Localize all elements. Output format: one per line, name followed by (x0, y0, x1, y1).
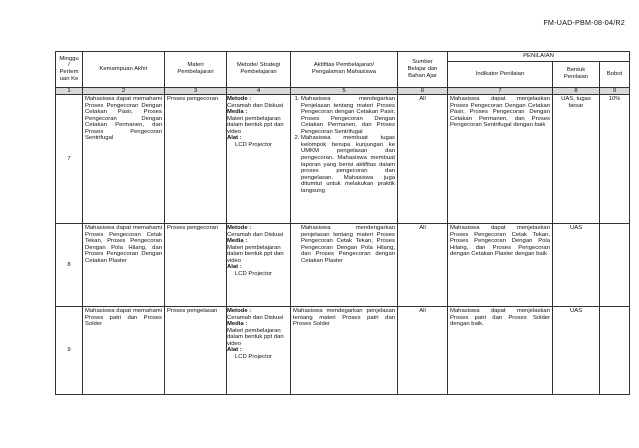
header-sumber: Sumber Belajar dan Bahan Ajar (398, 52, 448, 88)
header-penilaian: PENILAIAN (448, 52, 630, 62)
sumber-cell: All (398, 307, 448, 395)
header-kemampuan: Kemampuan Akhir (83, 52, 165, 88)
header-minggu: Minggu / Pertem uan Ke (56, 52, 83, 88)
bobot-cell (600, 224, 630, 307)
header-metode: Metode/ Strategi Pembelajaran (227, 52, 291, 88)
table-row (56, 95, 630, 224)
header-aktifitas: Aktifitas Pembelajaran/ Pengalaman Mahasiswa (291, 52, 398, 88)
header-row-1 (56, 52, 630, 62)
column-number-row (56, 87, 630, 95)
header-bobot: Bobot (600, 61, 630, 87)
kemampuan-cell: Mahasiswa dapat memahami Proses patri dan Proses Solder (83, 307, 165, 395)
col-num-3: 3 (165, 87, 227, 95)
week-number: 9 (56, 307, 83, 395)
bentuk-cell: UAS (553, 224, 600, 307)
bentuk-cell: UAS (553, 307, 600, 395)
alat-label: Alat : (227, 135, 242, 142)
aktifitas-item: 1. Mahasiswa mendegarkan Penjelasan tentang materi Proses Pengecoran dengan Cetakan Pasir, Proses Pengecoran Dengan Cetakan Permanen, dan Proses Pengecoran Sentrifugal (301, 96, 395, 135)
bentuk-cell: UAS, tugas besar (553, 95, 600, 224)
col-num-4: 4 (227, 87, 291, 95)
kemampuan-cell: Mahasiswa dapat memahami Proses Pengecoran Dengan Cetakan Pasir, Proses Pengecoran Dengan Cetakan Permanen, dan Proses Pengecoran Sentrifugal (83, 95, 165, 224)
media-value: Materi pembelajaran dalam bentuk ppt dan video (227, 244, 284, 264)
week-number: 8 (56, 224, 83, 307)
metode-cell (227, 95, 291, 224)
aktifitas-cell: Mahasiswa mendegarkan penjelasan tentang materi Proses patri dan Proses Solder (291, 307, 398, 395)
materi-cell: Proses pengelasan (165, 307, 227, 395)
metode-label: Metode : (227, 225, 252, 232)
metode-value: Ceramah dan Diskusi (227, 102, 284, 109)
alat-label: Alat : (227, 264, 242, 271)
week-number: 7 (56, 95, 83, 224)
metode-label: Metode : (227, 96, 252, 103)
alat-value: LCD Projector (235, 353, 272, 360)
aktifitas-item: 2. Mahasiswa membuat tugas kelompok berupa kunjungan ke UMKM pengelasan dan pengecoran. Mahasiswa membuat laporan yang berisi aktifitas dalam proses pengecoran dan pengelasan. Mahasiswa juga ditumtut untuk melakukan praktik langsung (301, 135, 395, 194)
header-materi: Materi Pembelajaran (165, 52, 227, 88)
col-num-6: 6 (398, 87, 448, 95)
media-value: Materi pembelajaran dalam bentuk ppt dan video (227, 115, 284, 135)
col-num-9: 9 (600, 87, 630, 95)
col-num-7: 7 (448, 87, 553, 95)
alat-label: Alat : (227, 347, 242, 354)
col-num-2: 2 (83, 87, 165, 95)
indikator-cell: Mahasiswa dapat menjelaskan Proses Pengecoran Dengan Cetakan Pasir, Proses Pengecoran Dengan Cetakan Permanen, dan Proses Pengecoran Sentrifugal dengan baik (448, 95, 553, 224)
rps-table (55, 51, 630, 395)
materi-cell: Proses pengecoran (165, 224, 227, 307)
header-indikator: Indikator Penilaian (448, 61, 553, 87)
header-bentuk: Bentuk Penilaian (553, 61, 600, 87)
table-row (56, 307, 630, 395)
alat-value: LCD Projector (235, 141, 272, 148)
col-num-1: 1 (56, 87, 83, 95)
media-label: Media : (227, 109, 248, 116)
materi-cell: Proses pengecoran (165, 95, 227, 224)
bobot-cell (600, 307, 630, 395)
media-value: Materi pembelajaran dalam bentuk ppt dan video (227, 327, 284, 347)
media-label: Media : (227, 238, 248, 245)
metode-cell (227, 224, 291, 307)
aktifitas-cell (291, 95, 398, 224)
metode-label: Metode : (227, 308, 252, 315)
alat-value: LCD Projector (235, 270, 272, 277)
bobot-cell: 10% (600, 95, 630, 224)
sumber-cell: All (398, 224, 448, 307)
kemampuan-cell: Mahasiswa dapat memahami Proses Pengecoran Cetak Tekan, Proses Pengecoran Dengan Pola Hilang, dan Proses Pengecoran Dengan Cetakan Plaster (83, 224, 165, 307)
col-num-8: 8 (553, 87, 600, 95)
table-row (56, 224, 630, 307)
document-code: FM-UAD-PBM-08-04/R2 (543, 18, 625, 27)
media-label: Media : (227, 321, 248, 328)
metode-cell (227, 307, 291, 395)
col-num-5: 5 (291, 87, 398, 95)
metode-value: Ceramah dan Diskusi (227, 231, 284, 238)
indikator-cell: Mahasiswa dapat menjelaskan Proses Pengecoran Cetak Tekan, Proses Pengecoran Dengan Pola Hilang, dan Proses Pengecoran dengan Cetakan Plaster dengan baik (448, 224, 553, 307)
metode-value: Ceramah dan Diskusi (227, 314, 284, 321)
indikator-cell: Mahasiswa dapat menjelaskan Proses patri dan Proses Solder dengan baik. (448, 307, 553, 395)
sumber-cell: All (398, 95, 448, 224)
aktifitas-cell: Mahasiswa mendengarkan penjelasan tentang materi Proses Pengecoran Cetak Tekan, Proses Pengecoran Dengan Pola Hilang, dan Proses Pengecoran dengan Cetakan Plaster (291, 224, 398, 307)
